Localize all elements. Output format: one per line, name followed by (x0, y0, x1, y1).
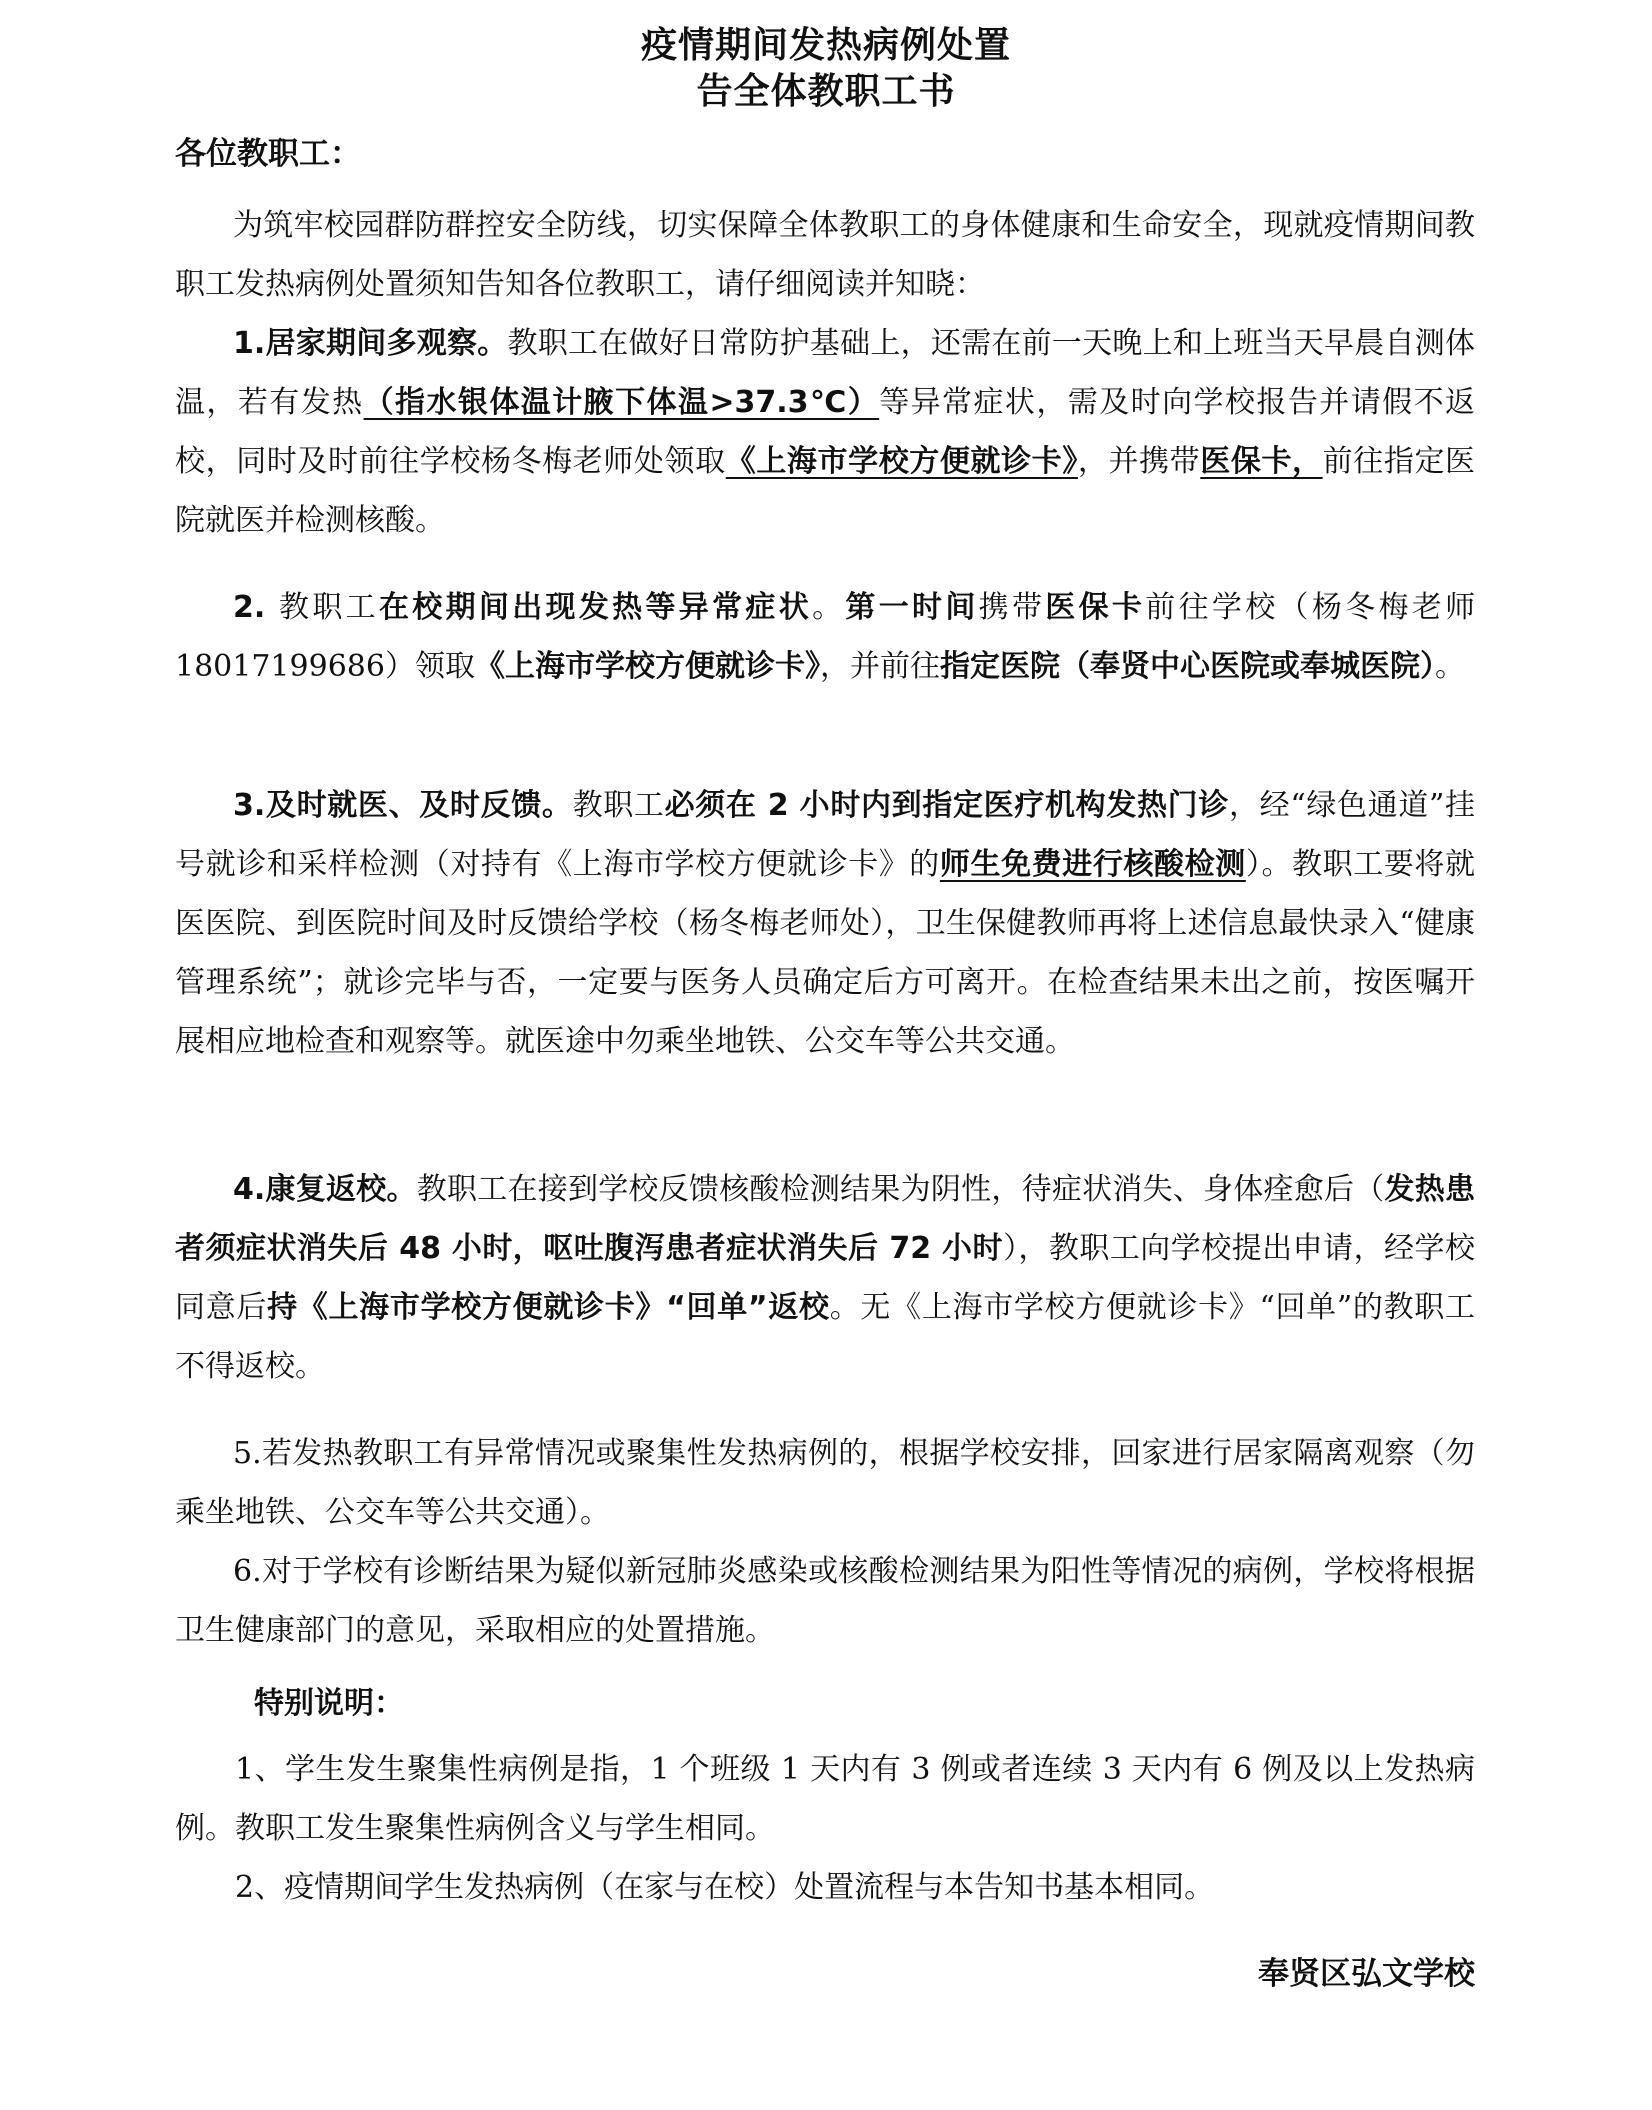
paragraph-2-bold-e: 指定医院（奉贤中心医院或奉城医院） (939, 649, 1435, 684)
paragraph-4-text-a: 教职工在接到学校反馈核酸检测结果为阴性，待症状消失、身体痊愈后（ (416, 1172, 1385, 1207)
special-notes-title: 特别说明： (254, 1686, 404, 1721)
paragraph-2-text-d: 前往学校（杨冬梅老师18017199686）领取 (175, 590, 1476, 684)
school-signature: 奉贤区弘文学校 (1258, 1956, 1475, 1992)
paragraph-2-text-a: 教职工 (279, 590, 379, 625)
paragraph-2-bold-c: 医保卡 (1045, 590, 1146, 625)
salutation: 各位教职工： (175, 136, 361, 172)
paragraph-2-bold-b: 第一时间 (845, 590, 979, 625)
paragraph-4-text-b: ），教职工向学校提出申请，经学校同意后 (175, 1231, 1475, 1325)
note-1: 1、学生发生聚集性病例是指，1 个班级 1 天内有 3 例或者连续 3 天内有 6 例及以上发热病例。教职工发生聚集性病例含义与学生相同。 (175, 1752, 1475, 1846)
paragraph-2-text-f: 。 (1434, 649, 1465, 684)
paragraph-2-number: 2. (233, 590, 280, 625)
paragraph-3 (175, 776, 1475, 1071)
paragraph-1-text-d: 前往指定医院就医并检测核酸。 (175, 444, 1476, 538)
paragraph-4-text-c: 。无《上海市学校方便就诊卡》“回单”的教职工不得返校。 (175, 1290, 1475, 1384)
paragraph-2-bold-a: 在校期间出现发热等异常症状 (378, 590, 813, 625)
insurance-card: 医保卡， (1200, 444, 1323, 479)
paragraph-3-text-c: ）。教职工要将就医医院、到医院时间及时反馈给学校（杨冬梅老师处），卫生保健教师再将上述信息最快录入“健康管理系统”；就诊完毕与否，一定要与医务人员确定后方可离开。在检查结果未出之前，按医嘱开展相应地检查和观察等。就医途中勿乘坐地铁、公交车等公共交通。 (175, 847, 1476, 1059)
paragraph-1-text-c: ，并携带 (1077, 444, 1201, 479)
paragraph-6: 6.对于学校有诊断结果为疑似新冠肺炎感染或核酸检测结果为阳性等情况的病例，学校将根据卫生健康部门的意见，采取相应的处置措施。 (175, 1554, 1475, 1648)
paragraph-3-text-a: 教职工 (572, 788, 665, 823)
paragraph-2-text-e: ，并前往 (819, 649, 940, 684)
document-title-line1: 疫情期间发热病例处置 (640, 25, 1011, 66)
paragraph-2-text-b: 。 (812, 590, 846, 625)
document-title-line2: 告全体教职工书 (696, 71, 956, 112)
intro-paragraph: 为筑牢校园群防群控安全防线，切实保障全体教职工的身体健康和生命安全，现就疫情期间教职工发热病例处置须知告知各位教职工，请仔细阅读并知晓： (175, 208, 1475, 302)
note-2: 2、疫情期间学生发热病例（在家与在校）处置流程与本告知书基本相同。 (235, 1870, 1215, 1905)
paragraph-1-heading: 1.居家期间多观察。 (233, 326, 508, 361)
paragraph-3-text-b: ，经“绿色通道”挂号就诊和采样检测（对持有《上海市学校方便就诊卡》的 (175, 788, 1475, 882)
paragraph-2-bold-d: 《上海市学校方便就诊卡》 (474, 649, 820, 684)
fever-criteria: （指水银体温计腋下体温>37.3℃） (363, 385, 880, 420)
paragraph-2-text-c: 携带 (978, 590, 1046, 625)
paragraph-3-heading: 3.及时就医、及时反馈。 (233, 788, 573, 823)
paragraph-5: 5.若发热教职工有异常情况或聚集性发热病例的，根据学校安排，回家进行居家隔离观察（勿乘坐地铁、公交车等公共交通）。 (175, 1436, 1475, 1530)
paragraph-3-bold-a: 必须在 2 小时内到指定医疗机构发热门诊 (664, 788, 1229, 823)
paragraph-1-text-b: 等异常症状，需及时向学校报告并请假不返校，同时及时前往学校杨冬梅老师处领取 (175, 385, 1476, 479)
paragraph-4-bold-a: 发热患者须症状消失后 48 小时，呕吐腹泻患者症状消失后 72 小时 (175, 1172, 1476, 1266)
paragraph-4 (175, 1160, 1475, 1396)
paragraph-4-bold-b: 持《上海市学校方便就诊卡》“回单”返校 (267, 1290, 830, 1325)
clinic-card-name: 《上海市学校方便就诊卡》 (725, 444, 1078, 479)
paragraph-2 (175, 578, 1475, 696)
paragraph-4-heading: 4.康复返校。 (233, 1172, 417, 1207)
paragraph-1 (175, 314, 1475, 550)
paragraph-1-text-a: 教职工在做好日常防护基础上，还需在前一天晚上和上班当天早晨自测体温，若有发热 (175, 326, 1475, 420)
free-nucleic-acid-test: 师生免费进行核酸检测 (939, 847, 1246, 882)
